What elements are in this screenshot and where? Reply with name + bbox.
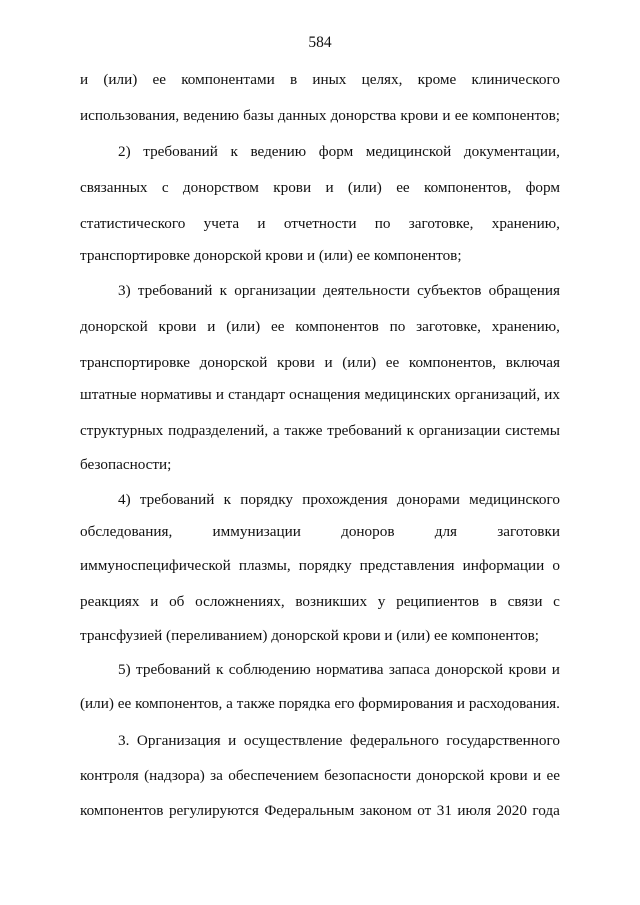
- word: данных: [277, 107, 327, 124]
- word: безопасности: [324, 767, 412, 784]
- word: связи: [507, 593, 543, 610]
- word: реакциях: [80, 593, 140, 610]
- word: и: [551, 661, 560, 678]
- word: в: [489, 593, 497, 610]
- word: кроме: [417, 71, 457, 88]
- word: у: [377, 593, 386, 610]
- word: компонентов;: [472, 107, 560, 124]
- word: целях,: [361, 71, 403, 88]
- word: использования,: [80, 107, 180, 124]
- text-line-6: транспортировке донорской крови и (или) ее компонентов;: [80, 247, 462, 264]
- text-line-18: [118, 660, 560, 680]
- text-line-9: [80, 353, 560, 373]
- word: регулируются: [168, 802, 259, 819]
- word: отчетности: [283, 215, 357, 232]
- word: информации: [462, 557, 545, 574]
- word: подразделений,: [168, 422, 269, 439]
- word: их: [544, 386, 560, 403]
- word: а: [226, 695, 233, 712]
- text-line-3: [118, 142, 560, 162]
- text-line-13: [118, 490, 560, 510]
- word: ведению: [250, 143, 307, 160]
- text-line-12: безопасности;: [80, 456, 172, 473]
- word: с: [161, 179, 169, 196]
- word: компонентов: [295, 318, 379, 335]
- text-line-16: [80, 592, 560, 612]
- word: медицинских: [364, 386, 451, 403]
- word: порядку: [240, 491, 294, 508]
- word: года: [532, 802, 560, 819]
- word: норматива: [316, 661, 384, 678]
- word: донорской: [416, 767, 485, 784]
- word: порядку: [298, 557, 352, 574]
- word: организации: [418, 422, 501, 439]
- word: заготовки: [497, 523, 560, 540]
- word: Федеральным: [264, 802, 355, 819]
- word: (надзора): [144, 767, 205, 784]
- text-line-4: [80, 178, 560, 198]
- word: иных: [312, 71, 347, 88]
- text-line-7: [118, 281, 560, 301]
- word: доноров: [341, 523, 395, 540]
- word: хранению,: [491, 318, 560, 335]
- text-line-5: [80, 214, 560, 234]
- word: расходования.: [468, 695, 560, 712]
- word: ее: [454, 107, 469, 124]
- word: представления: [359, 557, 455, 574]
- word: компонентов: [80, 802, 164, 819]
- word: иммуноспецифической: [80, 557, 231, 574]
- word: о: [552, 557, 560, 574]
- word: крови: [508, 661, 547, 678]
- word: донорской: [80, 318, 148, 335]
- text-line-17: трансфузией (переливанием) донорской крови и (или) ее компонентов;: [80, 627, 539, 644]
- word: реципиентов: [396, 593, 480, 610]
- word: хранению,: [491, 215, 560, 232]
- word: и: [324, 354, 333, 371]
- word: по: [389, 318, 406, 335]
- word: донорами: [396, 491, 460, 508]
- word: для: [434, 523, 458, 540]
- word: (или): [342, 354, 377, 371]
- word: форм: [525, 179, 560, 196]
- word: и: [80, 71, 89, 88]
- word: транспортировке: [80, 354, 191, 371]
- word: крови: [400, 107, 439, 124]
- word: форм: [318, 143, 354, 160]
- word: оснащения: [289, 386, 361, 403]
- word: ее: [546, 767, 560, 784]
- word: иммунизации: [212, 523, 301, 540]
- word: ее: [271, 318, 285, 335]
- word: 31: [436, 802, 452, 819]
- word: и: [442, 107, 451, 124]
- word: ее: [385, 354, 400, 371]
- text-line-21: [80, 766, 560, 786]
- text-line-15: [80, 556, 560, 576]
- word: стандарт: [228, 386, 286, 403]
- word: к: [406, 422, 415, 439]
- word: обращения: [488, 282, 560, 299]
- word: крови: [276, 354, 315, 371]
- word: требований: [137, 282, 213, 299]
- word: заготовке,: [416, 318, 481, 335]
- word: также: [284, 422, 323, 439]
- word: штатные: [80, 386, 137, 403]
- word: от: [417, 802, 432, 819]
- word: контроля: [80, 767, 139, 784]
- word: донорства: [330, 107, 397, 124]
- word: донорской: [199, 354, 268, 371]
- page-number: 584: [308, 34, 332, 51]
- text-line-10: [80, 385, 560, 405]
- word: и: [215, 386, 224, 403]
- word: прохождения: [302, 491, 388, 508]
- word: осуществление: [243, 732, 343, 749]
- word: донорством: [182, 179, 259, 196]
- word: статистического: [80, 215, 186, 232]
- word: клинического: [471, 71, 560, 88]
- word: компонентами: [181, 71, 275, 88]
- text-line-2: [80, 106, 560, 126]
- word: и: [532, 767, 542, 784]
- word: федерального: [349, 732, 439, 749]
- word: требований: [327, 422, 402, 439]
- word: документации,: [463, 143, 560, 160]
- word: крови: [158, 318, 197, 335]
- word: ее: [396, 179, 410, 196]
- word: заготовке,: [408, 215, 474, 232]
- text-line-8: [80, 317, 560, 337]
- word: июля: [457, 802, 492, 819]
- word: обследования,: [80, 523, 173, 540]
- word: к: [216, 661, 224, 678]
- word: требований: [136, 661, 211, 678]
- text-line-1: [80, 70, 560, 90]
- word: требований: [143, 143, 218, 160]
- word: субъектов: [417, 282, 482, 299]
- word: плазмы,: [238, 557, 291, 574]
- word: порядка: [278, 695, 331, 712]
- word: соблюдению: [228, 661, 311, 678]
- word: компонентов,: [424, 179, 512, 196]
- word: об: [169, 593, 185, 610]
- word: его: [334, 695, 355, 712]
- word: по: [374, 215, 391, 232]
- word: медицинской: [365, 143, 452, 160]
- word: возникших: [295, 593, 368, 610]
- word: запаса: [388, 661, 430, 678]
- word: также: [236, 695, 275, 712]
- word: (или): [103, 71, 138, 88]
- word: 4): [118, 491, 131, 508]
- word: (или): [80, 695, 114, 712]
- word: 3): [118, 282, 131, 299]
- word: структурных: [80, 422, 164, 439]
- word: и: [257, 215, 266, 232]
- word: 5): [118, 661, 131, 678]
- word: медицинского: [469, 491, 560, 508]
- word: 3.: [118, 732, 130, 749]
- word: обеспечением: [228, 767, 319, 784]
- text-line-20: [118, 731, 560, 751]
- text-line-22: [80, 801, 560, 821]
- word: осложнениях,: [195, 593, 285, 610]
- word: системы: [505, 422, 560, 439]
- word: и: [207, 318, 216, 335]
- word: и: [228, 732, 237, 749]
- word: 2020: [496, 802, 527, 819]
- word: к: [219, 282, 228, 299]
- word: и: [456, 695, 465, 712]
- word: (или): [226, 318, 261, 335]
- text-line-19: [80, 694, 560, 714]
- word: к: [230, 143, 238, 160]
- word: связанных: [80, 179, 148, 196]
- word: формирования: [358, 695, 454, 712]
- word: а: [272, 422, 280, 439]
- word: и: [150, 593, 159, 610]
- word: ее: [152, 71, 166, 88]
- word: законом: [359, 802, 412, 819]
- word: учета: [203, 215, 240, 232]
- word: донорской: [435, 661, 504, 678]
- word: базы: [243, 107, 274, 124]
- word: ее: [117, 695, 132, 712]
- word: с: [553, 593, 560, 610]
- text-line-11: [80, 421, 560, 441]
- word: в: [289, 71, 298, 88]
- word: государственного: [446, 732, 560, 749]
- word: организации: [234, 282, 316, 299]
- word: требований: [139, 491, 215, 508]
- word: и: [325, 179, 334, 196]
- word: (или): [347, 179, 382, 196]
- word: Организация: [136, 732, 221, 749]
- word: крови: [489, 767, 528, 784]
- word: 2): [118, 143, 131, 160]
- word: нормативы: [140, 386, 212, 403]
- word: организаций,: [454, 386, 541, 403]
- word: компонентов,: [135, 695, 223, 712]
- word: за: [210, 767, 223, 784]
- text-line-14: [80, 522, 560, 542]
- word: крови: [273, 179, 312, 196]
- word: включая: [505, 354, 560, 371]
- word: к: [223, 491, 232, 508]
- word: компонентов,: [408, 354, 497, 371]
- word: ведению: [183, 107, 239, 124]
- word: деятельности: [322, 282, 410, 299]
